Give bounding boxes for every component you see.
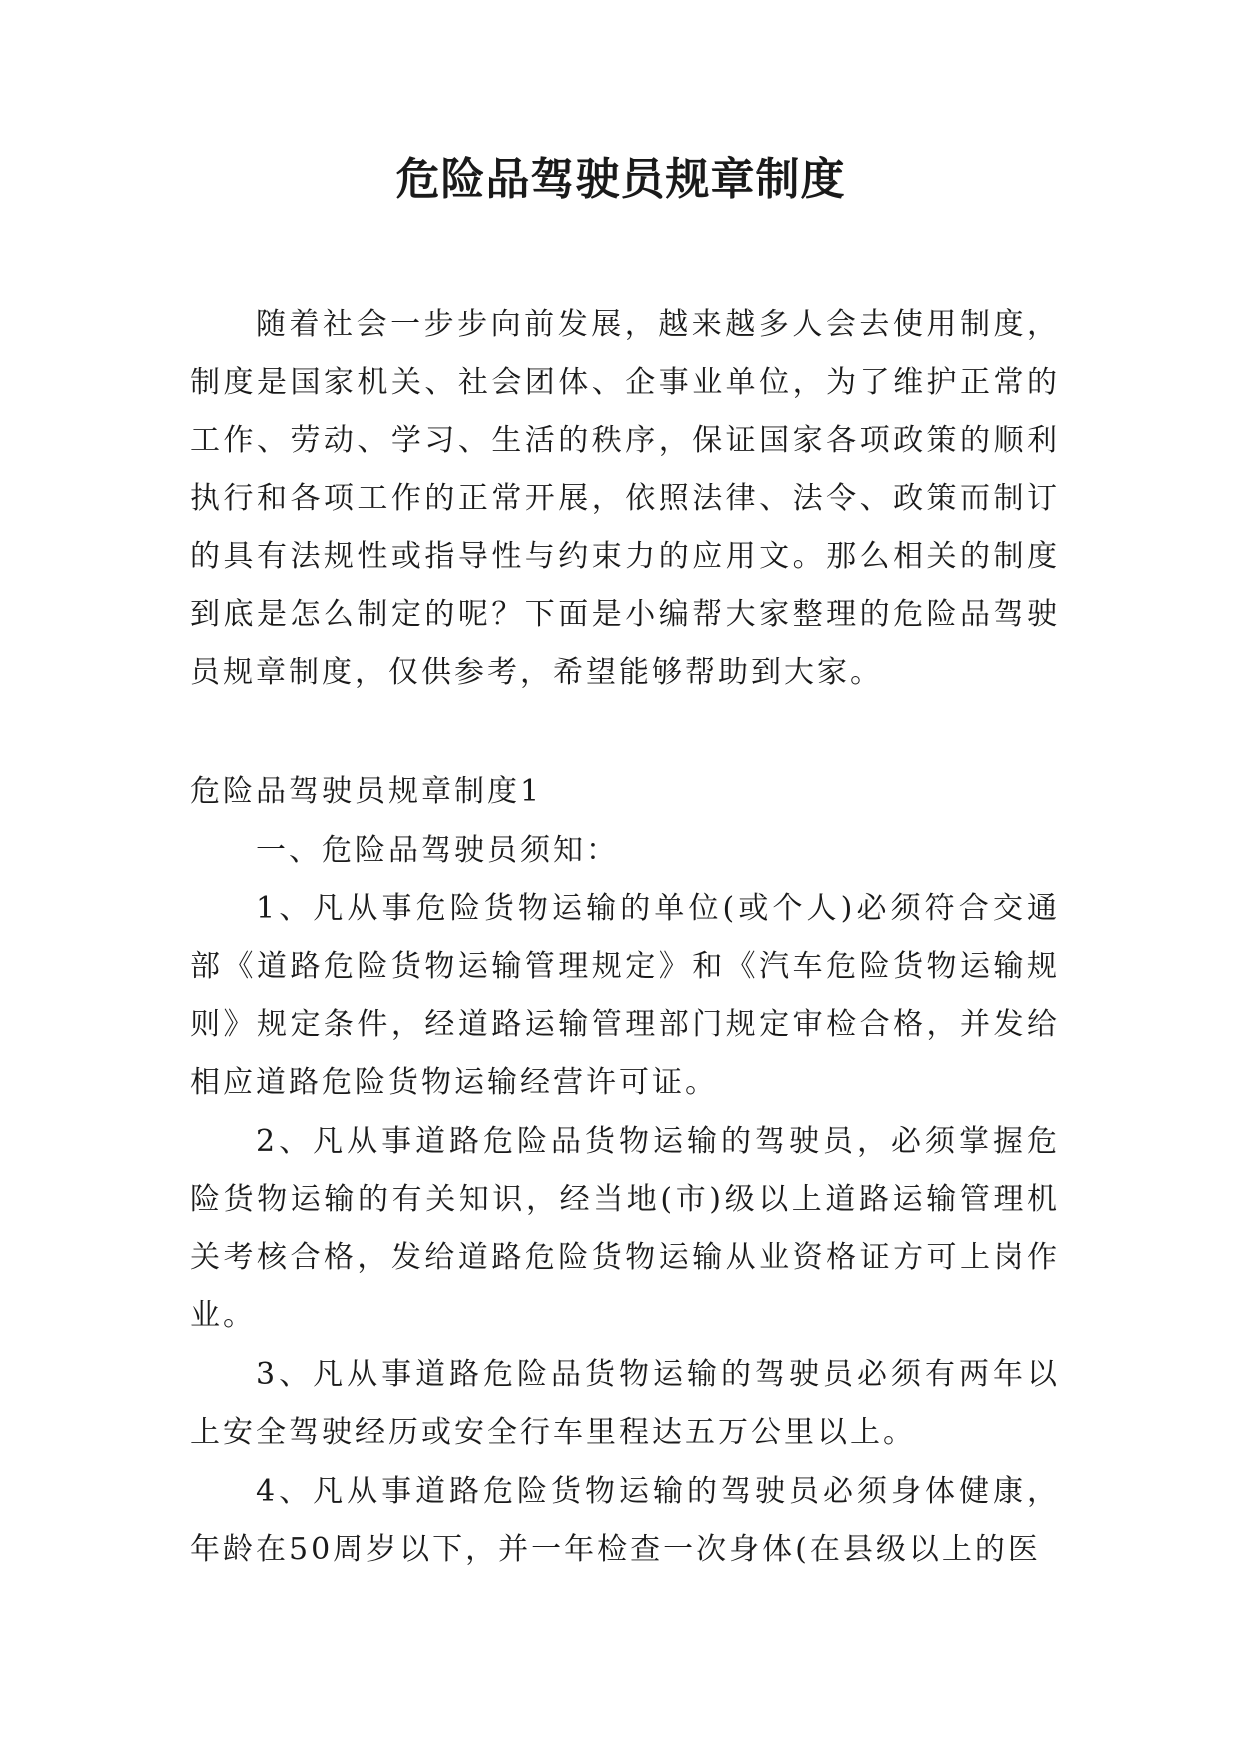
- section-heading: 危险品驾驶员规章制度1: [190, 774, 543, 809]
- item-heading: 一、危险品驾驶员须知：: [256, 833, 619, 868]
- list-item: 1、凡从事危险货物运输的单位(或个人)必须符合交通部《道路危险货物运输管理规定》和《汽车危险货物运输规则》规定条件，经道路运输管理部门规定审检合格，并发给相应道路危险货物运输经营许可证。: [190, 891, 1060, 1100]
- document-title: 危险品驾驶员规章制度: [395, 154, 846, 205]
- intro-paragraph: 随着社会一步步向前发展，越来越多人会去使用制度，制度是国家机关、社会团体、企事业单位，为了维护正常的工作、劳动、学习、生活的秩序，保证国家各项政策的顺利执行和各项工作的正常开展，依照法律、法令、政策而制订的具有法规性或指导性与约束力的应用文。那么相关的制度到底是怎么制定的呢？下面是小编帮大家整理的危险品驾驶员规章制度，仅供参考，希望能够帮助到大家。: [190, 307, 1060, 690]
- list-item: 3、凡从事道路危险品货物运输的驾驶员必须有两年以上安全驾驶经历或安全行车里程达五万公里以上。: [190, 1357, 1060, 1450]
- list-item: 4、凡从事道路危险货物运输的驾驶员必须身体健康，年龄在50周岁以下，并一年检查一次身体(在县级以上的医: [190, 1474, 1060, 1567]
- list-item: 2、凡从事道路危险品货物运输的驾驶员，必须掌握危险货物运输的有关知识，经当地(市)级以上道路运输管理机关考核合格，发给道路危险货物运输从业资格证方可上岗作业。: [190, 1124, 1060, 1333]
